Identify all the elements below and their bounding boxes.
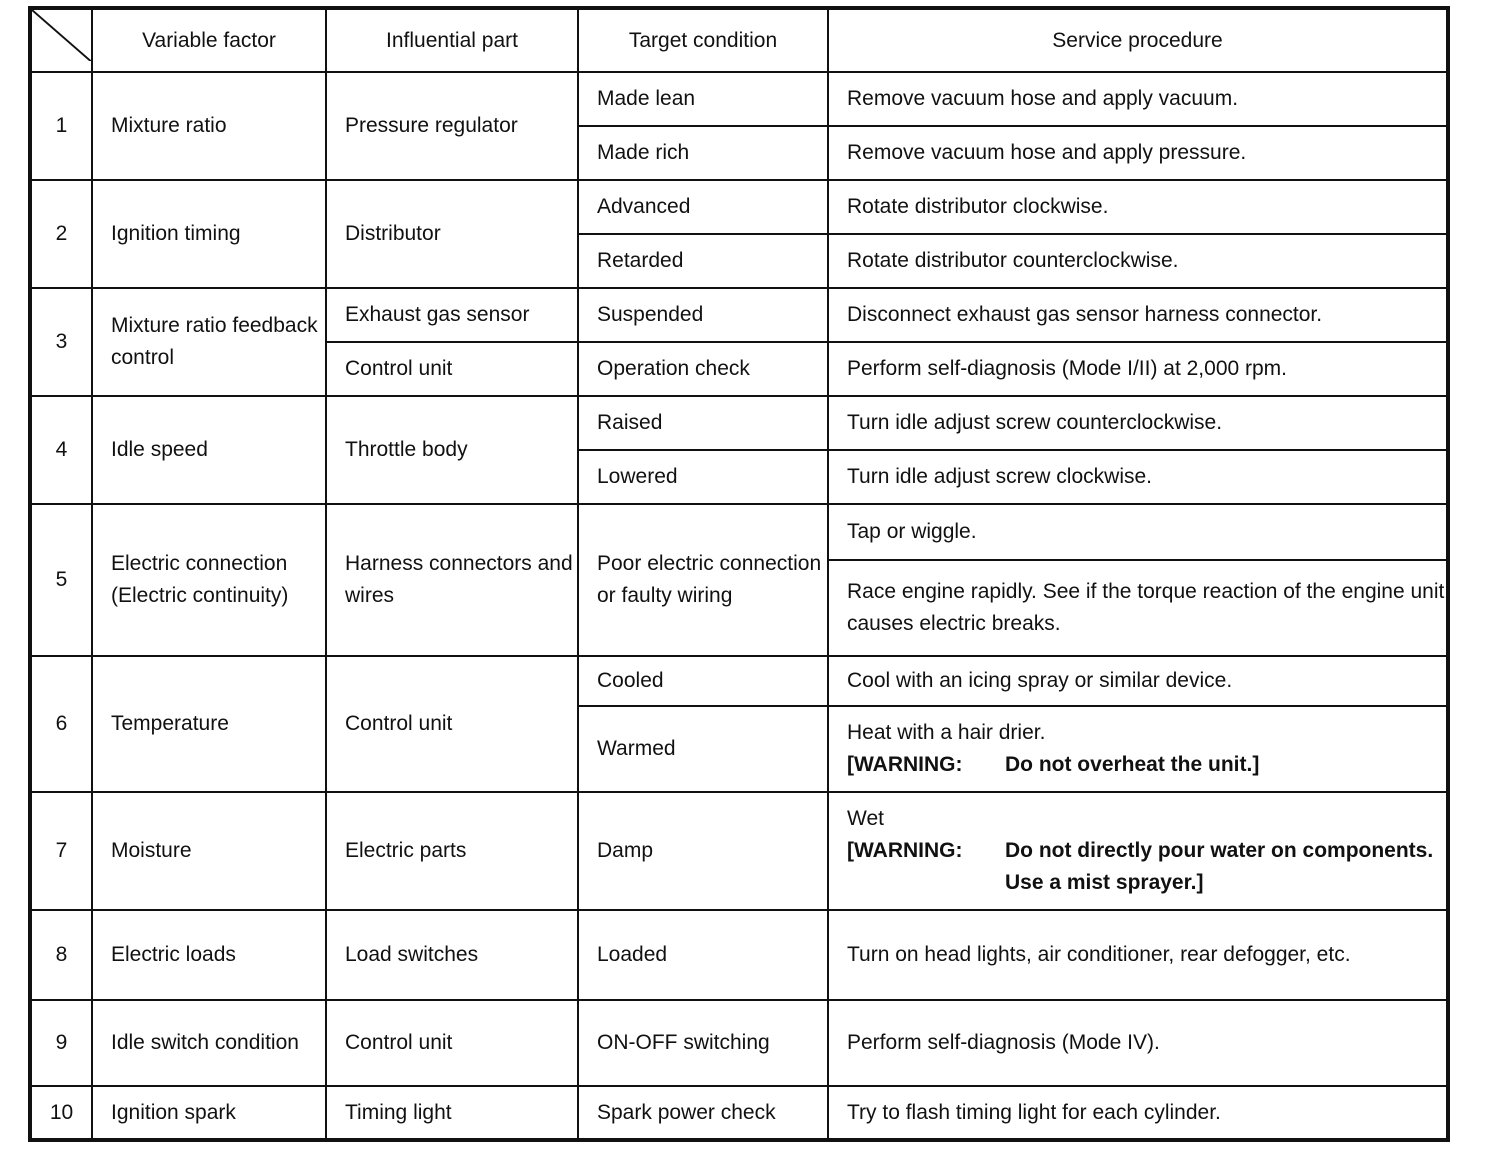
variable-factor-cell: Mixture ratio bbox=[92, 72, 326, 180]
target-condition-cell: Warmed bbox=[578, 706, 828, 792]
table-row bbox=[30, 288, 1448, 342]
service-procedure-cell bbox=[828, 792, 1448, 910]
row-number: 8 bbox=[30, 910, 92, 1000]
table-row bbox=[30, 504, 1448, 560]
target-condition-cell: Raised bbox=[578, 396, 828, 450]
procedure-text: Wet bbox=[847, 807, 884, 831]
influential-part-cell: Timing light bbox=[326, 1086, 578, 1140]
variable-factor-cell: Moisture bbox=[92, 792, 326, 910]
target-condition-cell: Cooled bbox=[578, 656, 828, 706]
warning-text: Do not directly pour water on components. Use a mist sprayer.] bbox=[1005, 839, 1434, 895]
warning-label: [WARNING: bbox=[847, 753, 963, 777]
influential-part-cell: Distributor bbox=[326, 180, 578, 288]
warning-label: [WARNING: bbox=[847, 839, 963, 863]
influential-part-cell: Control unit bbox=[326, 656, 578, 792]
target-condition-cell: Spark power check bbox=[578, 1086, 828, 1140]
row-number: 6 bbox=[30, 656, 92, 792]
influential-part-cell: Control unit bbox=[326, 342, 578, 396]
table-row bbox=[30, 656, 1448, 706]
influential-part-cell: Control unit bbox=[326, 1000, 578, 1086]
header-influential-part: Influential part bbox=[326, 8, 578, 72]
service-procedure-cell: Disconnect exhaust gas sensor harness connector. bbox=[828, 288, 1448, 342]
target-condition-cell: Advanced bbox=[578, 180, 828, 234]
service-procedure-cell: Turn on head lights, air conditioner, rear defogger, etc. bbox=[828, 910, 1448, 1000]
row-number: 1 bbox=[30, 72, 92, 180]
service-procedure-cell: Tap or wiggle. bbox=[828, 504, 1448, 560]
influential-part-cell: Pressure regulator bbox=[326, 72, 578, 180]
variable-factor-cell: Ignition spark bbox=[92, 1086, 326, 1140]
target-condition-cell: Loaded bbox=[578, 910, 828, 1000]
target-condition-cell: Retarded bbox=[578, 234, 828, 288]
variable-factor-cell: Temperature bbox=[92, 656, 326, 792]
influential-part-cell: Load switches bbox=[326, 910, 578, 1000]
target-condition-cell: ON-OFF switching bbox=[578, 1000, 828, 1086]
row-number: 9 bbox=[30, 1000, 92, 1086]
row-number: 2 bbox=[30, 180, 92, 288]
table-row bbox=[30, 396, 1448, 450]
header-target-condition: Target condition bbox=[578, 8, 828, 72]
header-service-procedure: Service procedure bbox=[828, 8, 1448, 72]
service-procedure-cell: Remove vacuum hose and apply vacuum. bbox=[828, 72, 1448, 126]
target-condition-cell: Suspended bbox=[578, 288, 828, 342]
influential-part-cell: Throttle body bbox=[326, 396, 578, 504]
influential-part-cell: Exhaust gas sensor bbox=[326, 288, 578, 342]
header-row bbox=[30, 8, 1448, 72]
target-condition-cell: Operation check bbox=[578, 342, 828, 396]
variable-factor-cell: Mixture ratio feedback control bbox=[92, 288, 326, 396]
table-row bbox=[30, 180, 1448, 234]
row-number: 3 bbox=[30, 288, 92, 396]
service-procedure-cell: Rotate distributor counterclockwise. bbox=[828, 234, 1448, 288]
variable-factor-cell: Idle switch condition bbox=[92, 1000, 326, 1086]
warning-text: Do not overheat the unit.] bbox=[1005, 753, 1260, 777]
row-number: 5 bbox=[30, 504, 92, 656]
target-condition-cell: Lowered bbox=[578, 450, 828, 504]
table-row bbox=[30, 910, 1448, 1000]
variable-factor-cell: Electric loads bbox=[92, 910, 326, 1000]
table-row bbox=[30, 792, 1448, 910]
warning-note bbox=[847, 835, 1446, 899]
service-procedure-cell: Perform self-diagnosis (Mode I/II) at 2,000 rpm. bbox=[828, 342, 1448, 396]
service-procedure-cell: Perform self-diagnosis (Mode IV). bbox=[828, 1000, 1448, 1086]
variable-factor-cell: Idle speed bbox=[92, 396, 326, 504]
row-number: 10 bbox=[30, 1086, 92, 1140]
target-condition-cell: Poor electric connection or faulty wiring bbox=[578, 504, 828, 656]
row-number: 4 bbox=[30, 396, 92, 504]
row-number: 7 bbox=[30, 792, 92, 910]
header-variable-factor: Variable factor bbox=[92, 8, 326, 72]
table-row bbox=[30, 1086, 1448, 1140]
service-procedure-cell: Cool with an icing spray or similar device. bbox=[828, 656, 1448, 706]
variable-factor-cell: Ignition timing bbox=[92, 180, 326, 288]
corner-diagonal-cell bbox=[30, 8, 92, 72]
procedure-text: Heat with a hair drier. bbox=[847, 721, 1046, 745]
table-row bbox=[30, 1000, 1448, 1086]
service-procedure-cell: Remove vacuum hose and apply pressure. bbox=[828, 126, 1448, 180]
warning-note bbox=[847, 749, 1446, 781]
service-procedure-table bbox=[28, 6, 1450, 1142]
diagonal-line bbox=[32, 10, 91, 61]
service-procedure-cell bbox=[828, 706, 1448, 792]
target-condition-cell: Damp bbox=[578, 792, 828, 910]
service-procedure-cell: Turn idle adjust screw counterclockwise. bbox=[828, 396, 1448, 450]
influential-part-cell: Harness connectors and wires bbox=[326, 504, 578, 656]
service-procedure-cell: Turn idle adjust screw clockwise. bbox=[828, 450, 1448, 504]
table-row bbox=[30, 72, 1448, 126]
service-procedure-cell: Try to flash timing light for each cylinder. bbox=[828, 1086, 1448, 1140]
influential-part-cell: Electric parts bbox=[326, 792, 578, 910]
target-condition-cell: Made lean bbox=[578, 72, 828, 126]
variable-factor-cell: Electric connection (Electric continuity) bbox=[92, 504, 326, 656]
service-procedure-cell: Race engine rapidly. See if the torque reaction of the engine unit causes electric breaks. bbox=[828, 560, 1448, 656]
target-condition-cell: Made rich bbox=[578, 126, 828, 180]
service-procedure-cell: Rotate distributor clockwise. bbox=[828, 180, 1448, 234]
